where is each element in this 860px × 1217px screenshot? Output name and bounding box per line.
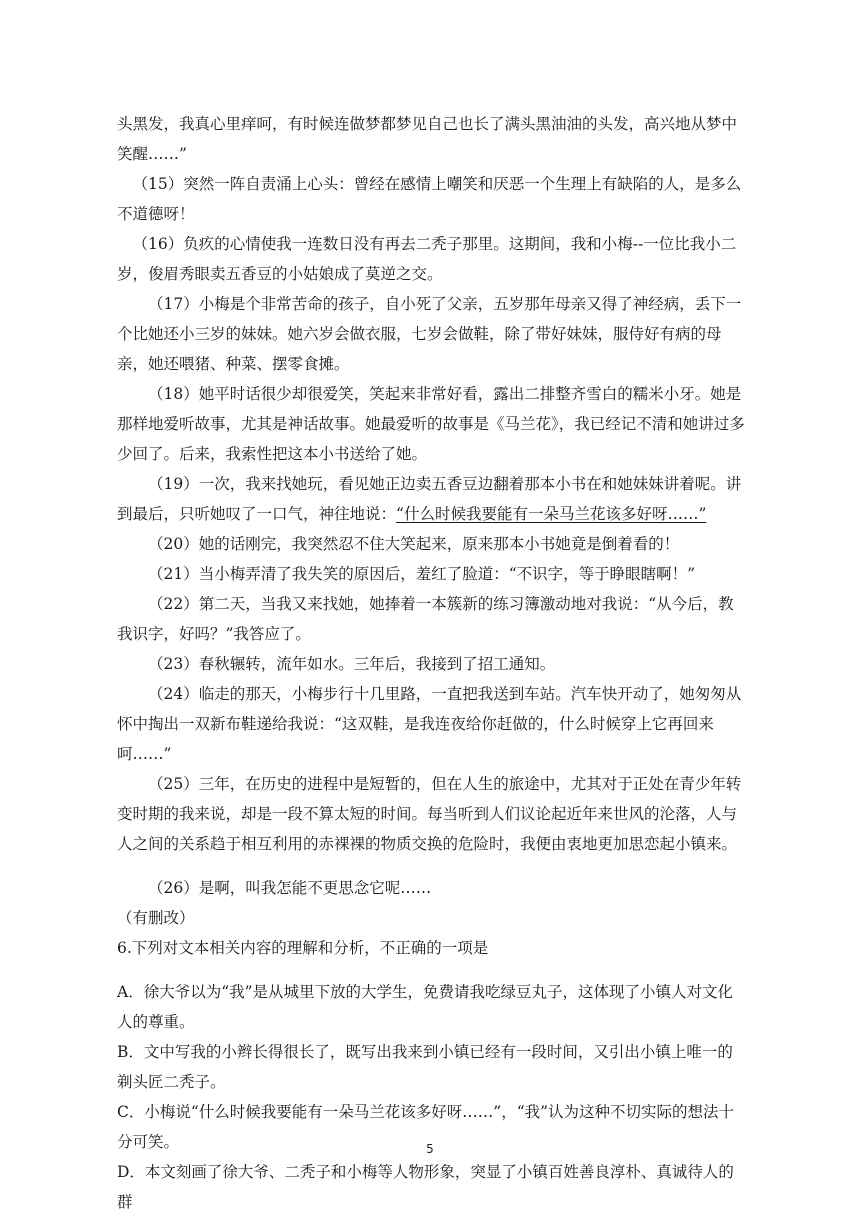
question-spacer [117, 963, 745, 977]
paragraph-25: （25）三年，在历史的进程中是短暂的，但在人生的旅途中，尤其对于正处在青少年转变时期的我来说，却是一段不算太短的时间。每当听到人们议论起近年来世风的沦落，人与人之间的关系趋于相互利用的赤裸裸的物质交换的危险时，我便由衷地更加思恋起小镇来。 [117, 775, 742, 853]
paragraph-19-underlined-quote: “什么时候我要能有一朵马兰花该多好呀……” [396, 505, 707, 523]
page-number: 5 [426, 1142, 434, 1156]
paragraph-18: （18）她平时话很少却很爱笑，笑起来非常好看，露出二排整齐雪白的糯米小牙。她是那样地爱听故事，尤其是神话故事。她最爱听的故事是《马兰花》，我已经记不清和她讲过多少回了。后来，我索性把这本小书送给了她。 [117, 385, 745, 463]
paragraph-14-continued: 头黑发，我真心里痒呵，有时候连做梦都梦见自己也长了满头黑油油的头发，高兴地从梦中笑醒……” [117, 115, 738, 163]
paragraph-19-text: （19）一次，我来找她玩，看见她正边卖五香豆边翻着那本小书在和她妹妹讲着呢。讲到最后，只听她叹了一口气，神往地说： [117, 475, 742, 523]
paragraph-20: （20）她的话刚完，我突然忍不住大笑起来，原来那本小书她竟是倒着看的！ [148, 535, 680, 553]
paragraph-15: （15）突然一阵自责涌上心头：曾经在感情上嘲笑和厌恶一个生理上有缺陷的人，是多么不道德呀！ [117, 175, 742, 223]
paragraph-22: （22）第二天，当我又来找她，她捧着一本簇新的练习簿激动地对我说：“从今后，教我识字，好吗？”我答应了。 [117, 595, 734, 643]
edit-note: （有删改） [117, 909, 195, 927]
paragraph-17: （17）小梅是个非常苦命的孩子，自小死了父亲，五岁那年母亲又得了神经病，丢下一个比她还小三岁的妹妹。她六岁会做衣服，七岁会做鞋，除了带好妹妹，服侍好有病的母亲，她还喂猪、种菜、摆零食摊。 [117, 295, 742, 373]
paragraph-24: （24）临走的那天，小梅步行十几里路，一直把我送到车站。汽车快开动了，她匆匆从怀中掏出一双新布鞋递给我说：“这双鞋，是我连夜给你赶做的，什么时候穿上它再回来呵……” [117, 685, 742, 763]
paragraph-21: （21）当小梅弄清了我失笑的原因后，羞红了脸道：“不识字，等于睁眼瞎啊！” [148, 565, 696, 583]
option-c: C．小梅说“什么时候我要能有一朵马兰花该多好呀……”，“我”认为这种不切实际的想法十分可笑。 [117, 1103, 735, 1151]
paragraph-26: （26）是啊，叫我怎能不更思念它呢…… [148, 879, 432, 897]
paragraph-spacer [117, 859, 745, 873]
option-a: A．徐大爷以为“我”是从城里下放的大学生，免费请我吃绿豆丸子，这体现了小镇人对文化人的尊重。 [117, 983, 734, 1031]
question-stem: 6.下列对文本相关内容的理解和分析，不正确的一项是 [117, 939, 489, 957]
option-d: D．本文刻画了徐大爷、二秃子和小梅等人物形象，突显了小镇百姓善良淳朴、真诚待人的群 [117, 1163, 734, 1211]
paragraph-23: （23）春秋辗转，流年如水。三年后，我接到了招工通知。 [148, 655, 556, 673]
paragraph-19 [117, 469, 745, 529]
paragraph-16: （16）负疚的心情使我一连数日没有再去二秃子那里。这期间，我和小梅--一位比我小二岁，俊眉秀眼卖五香豆的小姑娘成了莫逆之交。 [117, 235, 737, 283]
option-b: B．文中写我的小辫长得很长了，既写出我来到小镇已经有一段时间，又引出小镇上唯一的剃头匠二秃子。 [117, 1043, 733, 1091]
page-content [117, 109, 745, 1217]
